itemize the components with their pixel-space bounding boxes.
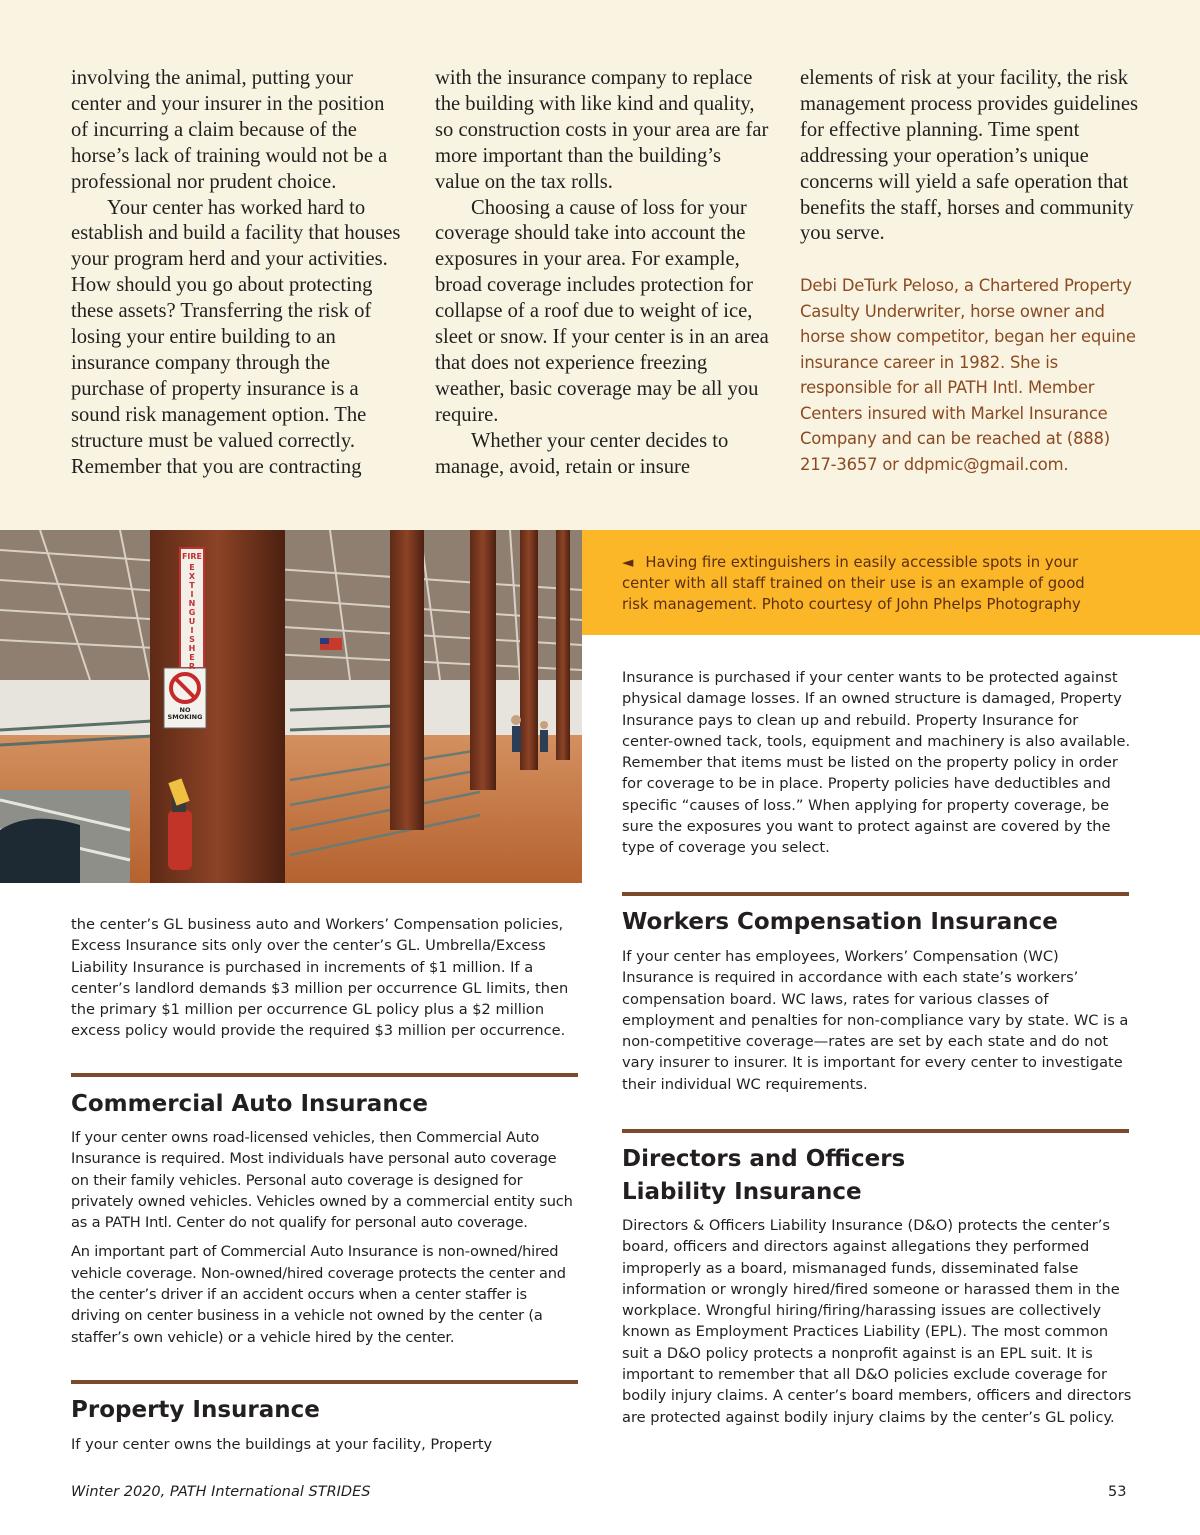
excess-continued-text: the center’s GL business auto and Workers’ Compensation policies, Excess Insurance sits only over the center’s GL. Umbrella/Excess Liability Insurance is purchased in increments of $1 million. If a center’s landlord demands $3 million per occurrence GL limits, then the primary $1 million per occurrence GL policy plus a $2 million excess policy would provide the required $3 million per occurrence.: [71, 916, 569, 1040]
commercial-auto-paragraph-1: If your center owns road-licensed vehicles, then Commercial Auto Insurance is required. Most individuals have personal auto coverage on their family vehicles. Personal auto coverage is designed for privately owned vehicles. Vehicles owned by a commercial entity such as a PATH Intl. Center do not qualify for personal auto coverage.: [71, 1129, 573, 1232]
col1-paragraph-1: involving the animal, putting your center and your insurer in the position of incurring a claim because of the horse’s lack of training would not be a professional nor prudent choice.: [71, 67, 388, 193]
fire-extinguisher-sign: [181, 552, 203, 671]
workers-comp-text: If your center has employees, Workers’ Compensation (WC) Insurance is required in accordance with each state’s workers’ compensation board. WC laws, rates for various classes of employment and penalties for non-compliance vary by state. WC is a non-competitive coverage—rates are set by each state and do not vary insurer to insurer. It is important for every center to investigate their individual WC requirements.: [622, 948, 1129, 1093]
workers-comp-heading: Workers Compensation Insurance: [622, 909, 1058, 935]
section-divider: [622, 1129, 1129, 1133]
col2-paragraph-1: with the insurance company to replace the building with like kind and quality, so construction costs in your area are far more important than the building’s value on the tax rolls.: [435, 67, 769, 193]
property-continued-text: Insurance is purchased if your center wants to be protected against physical damage losses. If an owned structure is damaged, Property Insurance pays to clean up and rebuild. Property Insurance for center-owned tack, tools, equipment and machinery is also available. Remember that items must be listed on the property policy in order for coverage to be in place. Property policies have deductibles and specific “causes of loss.” When applying for property coverage, be sure the exposures you want to protect against are covered by the type of coverage you select.: [622, 669, 1131, 857]
directors-officers-heading-line2: Liability Insurance: [622, 1179, 862, 1205]
section-divider: [622, 892, 1129, 896]
col1-paragraph-2: Your center has worked hard to establish and build a facility that houses your program herd and your activities. How should you go about protecting these assets? Transferring the risk of losing your entire building to an insurance company through the purchase of property insurance is a sound risk management option. The structure must be valued correctly. Remember that you are contracting: [71, 196, 401, 478]
directors-officers-section: [622, 1215, 1134, 1428]
col2-paragraph-3: Whether your center decides to manage, avoid, retain or insure: [435, 429, 729, 478]
commercial-auto-section: [71, 1127, 578, 1348]
sign-smoking-text: SMOKING: [167, 713, 203, 721]
commercial-auto-paragraph-2: An important part of Commercial Auto Insurance is non-owned/hired vehicle coverage. Non-owned/hired coverage protects the center and the center’s driver if an accident occurs when a center staffer is driving on center business in a vehicle not owned by the center (a staffer’s own vehicle) or a vehicle hired by the center.: [71, 1243, 566, 1346]
excess-continued: [71, 914, 578, 1042]
col2-paragraph-2: Choosing a cause of loss for your coverage should take into account the exposures in your area. For example, broad coverage includes protection for collapse of a roof due to weight of ice, sleet or snow. If your center is in an area that does not experience freezing weather, basic coverage may be all you require.: [435, 196, 769, 426]
photo-caption: [622, 552, 1092, 615]
page-number: 53: [1108, 1484, 1127, 1500]
photo-caption-box: [582, 530, 1200, 635]
col3-paragraph-1: elements of risk at your facility, the risk management process provides guidelines for effective planning. Time spent addressing your operation’s unique concerns will yield a safe operation that benefits the staff, horses and community you serve.: [800, 67, 1138, 245]
directors-officers-heading-line1: Directors and Officers: [622, 1146, 906, 1172]
commercial-auto-heading: Commercial Auto Insurance: [71, 1091, 428, 1117]
directors-officers-text: Directors & Officers Liability Insurance (D&O) protects the center’s board, officers and directors against allegations they performed improperly as a board, mismanaged funds, disseminated false information or wrongly hired/fired someone or harassed them in the workplace. Wrongful hiring/firing/harassing issues are collectively known as Employment Practices Liability (EPL). The most common suit a D&O policy protects a nonprofit against is an EPL suit. It is important to remember that all D&O policies exclude coverage for bodily injury claims. A center’s board members, officers and directors are protected against bodily injury claims by the center’s GL policy.: [622, 1217, 1132, 1426]
no-smoking-sign: [164, 707, 206, 721]
directors-officers-heading: [622, 1143, 905, 1209]
property-continued: [622, 667, 1134, 859]
sign-fire-text: FIRE: [181, 552, 203, 561]
workers-comp-section: [622, 946, 1134, 1095]
section-divider: [71, 1380, 578, 1384]
article-column-3: [800, 66, 1138, 477]
sign-extinguisher-text: EXTINGUISHER: [188, 563, 196, 671]
caption-arrow-icon: ◄: [622, 554, 634, 571]
sign-no-text: NO: [179, 706, 191, 714]
issue-footer: Winter 2020, PATH International STRIDES: [71, 1484, 371, 1500]
article-column-2: [435, 66, 770, 481]
property-start-text: If your center owns the buildings at your facility, Property: [71, 1436, 493, 1453]
article-column-1: [71, 66, 406, 481]
property-section: [71, 1434, 578, 1455]
property-heading: Property Insurance: [71, 1397, 320, 1423]
author-bio: Debi DeTurk Peloso, a Chartered Property Casulty Underwriter, horse owner and horse show competitor, began her equine insurance career in 1982. She is responsible for all PATH Intl. Member Centers insured with Markel Insurance Company and can be reached at (888) 217-3657 or ddpmic@gmail.com.: [800, 276, 1136, 474]
section-divider: [71, 1073, 578, 1077]
arena-photo-illustration: [0, 530, 582, 883]
arena-photo: [0, 530, 582, 883]
caption-text: Having fire extinguishers in easily accessible spots in your center with all staff trained on their use is an example of good risk management. Photo courtesy of John Phelps Photography: [622, 554, 1085, 613]
